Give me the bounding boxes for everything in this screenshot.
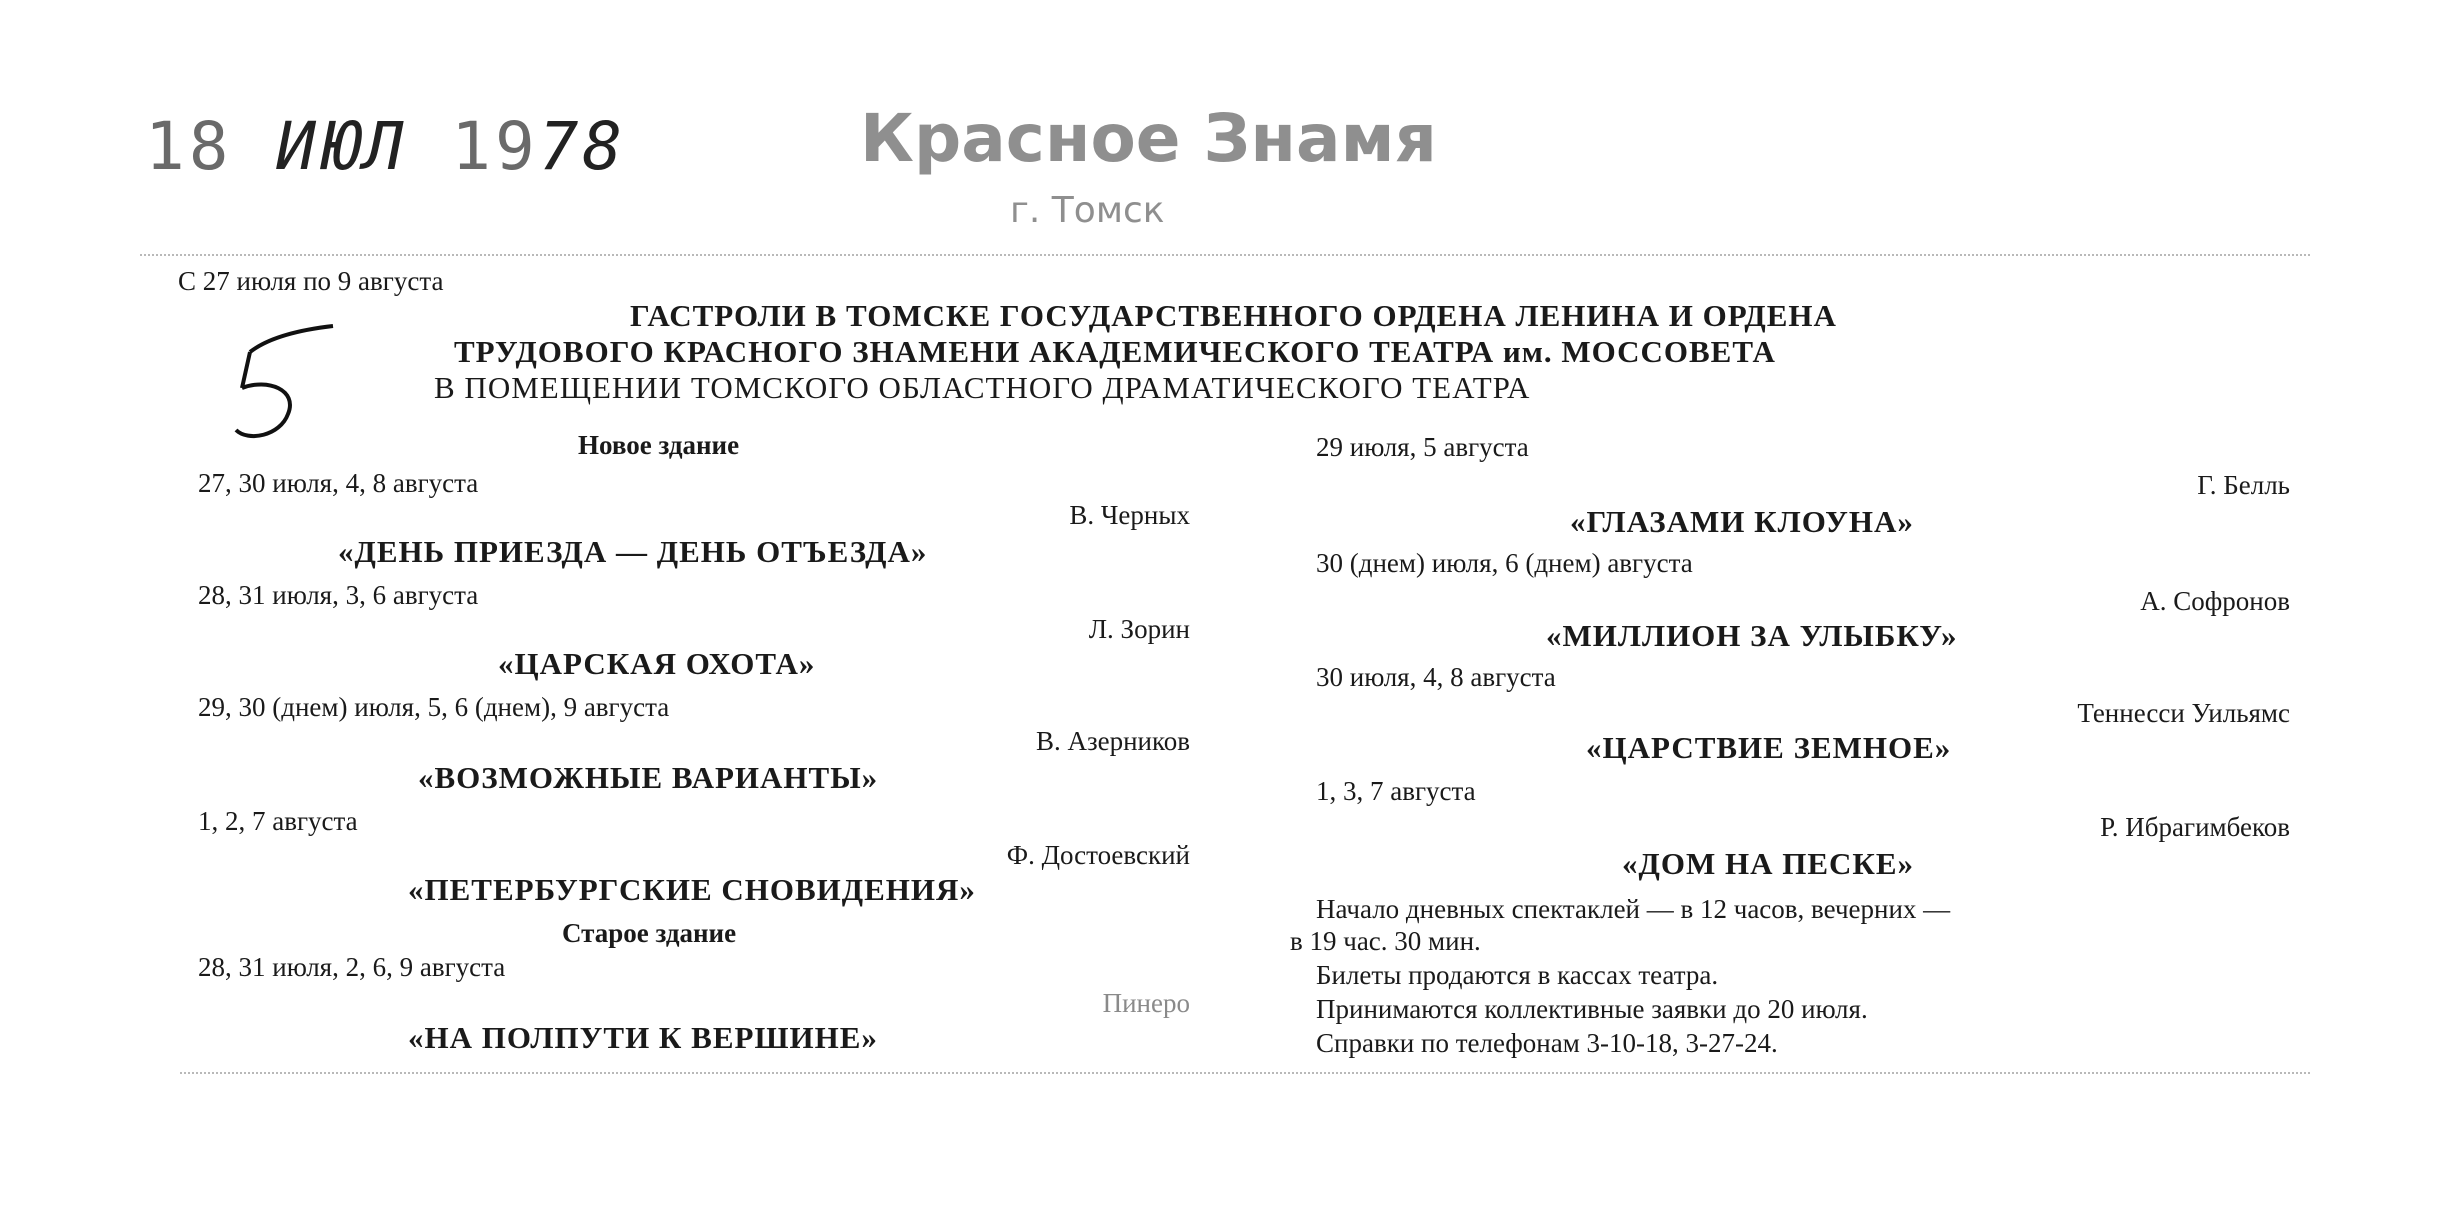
play-dates: 29 июля, 5 августа [1316, 432, 1529, 462]
venue-old: Старое здание [562, 918, 737, 948]
play-dates: 27, 30 июля, 4, 8 августа [198, 468, 479, 498]
bottom-divider [180, 1072, 2310, 1074]
play-title: «ДОМ НА ПЕСКЕ» [1622, 846, 1915, 881]
play-title: «ПЕТЕРБУРГСКИЕ СНОВИДЕНИЯ» [408, 872, 976, 907]
handwritten-mark-text: 5 [228, 318, 229, 319]
play-dates: 28, 31 июля, 2, 6, 9 августа [198, 952, 506, 982]
date-stamp [145, 108, 626, 185]
play-author: Ф. Достоевский [1006, 840, 1190, 870]
stamp-year-suffix: 78 [538, 108, 627, 185]
play-dates: 1, 3, 7 августа [1316, 776, 1476, 806]
notes-line: Начало дневных спектаклей — в 12 часов, вечерних — [1316, 894, 1951, 924]
play-author: Л. Зорин [1088, 614, 1190, 644]
handwritten-mark [228, 318, 338, 448]
play-dates: 29, 30 (днем) июля, 5, 6 (днем), 9 августа [198, 692, 670, 722]
stamp-month: ИЮЛ [276, 108, 408, 185]
newspaper-stamp: Красное Знамя [860, 100, 1437, 177]
stamp-year-prefix: 19 [451, 108, 539, 185]
top-divider [140, 254, 2310, 256]
play-author: Пинеро [1102, 988, 1190, 1018]
play-dates: 30 июля, 4, 8 августа [1316, 662, 1556, 692]
play-author: В. Черных [1069, 500, 1190, 530]
play-author: В. Азерников [1035, 726, 1190, 756]
header-line-3: В ПОМЕЩЕНИИ ТОМСКОГО ОБЛАСТНОГО ДРАМАТИЧЕСКОГО ТЕАТРА [434, 370, 1531, 405]
play-title: «ЦАРСКАЯ ОХОТА» [498, 646, 816, 681]
play-author: Р. Ибрагимбеков [2100, 812, 2290, 842]
notes-line: Билеты продаются в кассах театра. [1316, 960, 1719, 990]
play-title: «ВОЗМОЖНЫЕ ВАРИАНТЫ» [418, 760, 879, 795]
header-line-2: ТРУДОВОГО КРАСНОГО ЗНАМЕНИ АКАДЕМИЧЕСКОГО ТЕАТРА им. МОССОВЕТА [454, 334, 1776, 369]
notes-line: Справки по телефонам 3-10-18, 3-27-24. [1316, 1028, 1778, 1058]
play-title: «ГЛАЗАМИ КЛОУНА» [1570, 504, 1914, 539]
stamp-day: 18 [145, 108, 233, 185]
city-stamp: г. Томск [1010, 190, 1165, 231]
venue-new: Новое здание [578, 430, 740, 460]
play-dates: 1, 2, 7 августа [198, 806, 358, 836]
play-dates: 30 (днем) июля, 6 (днем) августа [1316, 548, 1693, 578]
play-title: «ЦАРСТВИЕ ЗЕМНОЕ» [1586, 730, 1952, 765]
play-author: А. Софронов [2140, 586, 2290, 616]
play-author: Г. Белль [2197, 470, 2290, 500]
period-line: С 27 июля по 9 августа [178, 266, 444, 296]
play-author: Теннесси Уильямс [2077, 698, 2290, 728]
play-dates: 28, 31 июля, 3, 6 августа [198, 580, 479, 610]
notes-line: Принимаются коллективные заявки до 20 июля. [1316, 994, 1868, 1024]
header-line-1: ГАСТРОЛИ В ТОМСКЕ ГОСУДАРСТВЕННОГО ОРДЕНА ЛЕНИНА И ОРДЕНА [630, 298, 1837, 333]
play-title: «МИЛЛИОН ЗА УЛЫБКУ» [1546, 618, 1958, 653]
notes-line: в 19 час. 30 мин. [1290, 926, 1481, 956]
play-title: «ДЕНЬ ПРИЕЗДА — ДЕНЬ ОТЪЕЗДА» [338, 534, 928, 569]
play-title: «НА ПОЛПУТИ К ВЕРШИНЕ» [408, 1020, 878, 1055]
